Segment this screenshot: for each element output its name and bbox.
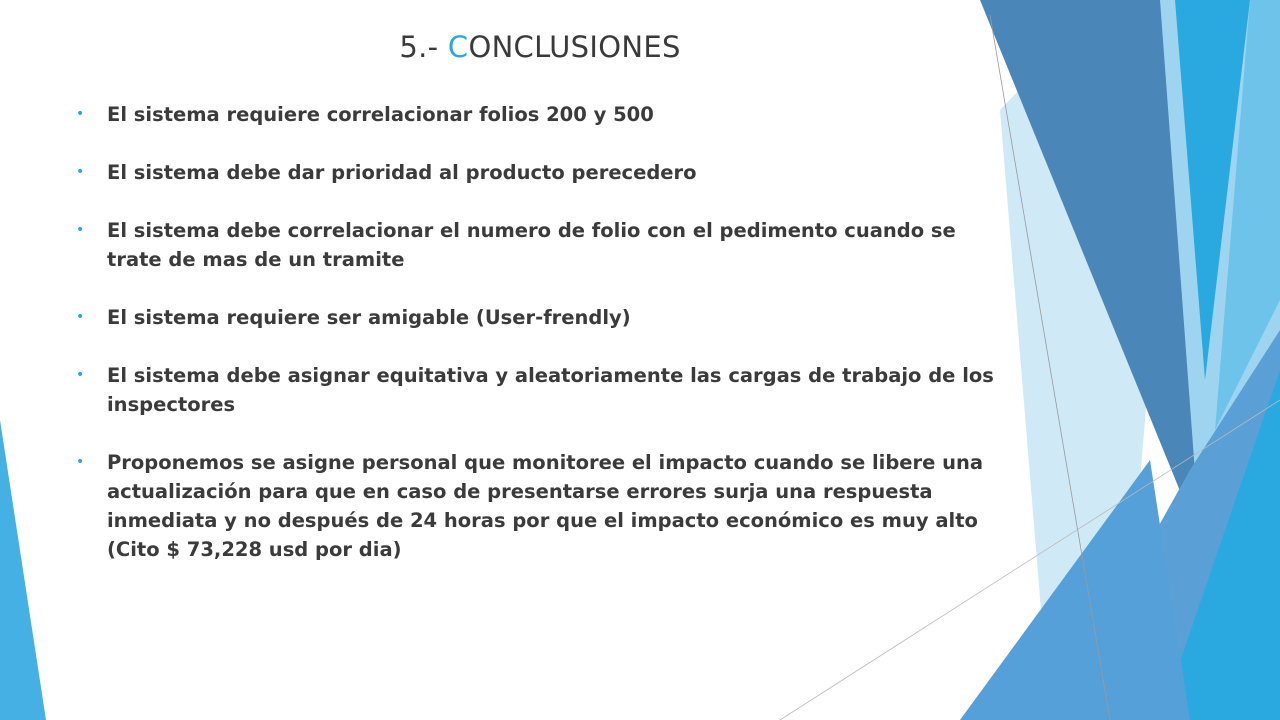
slide-title: [0, 30, 1080, 64]
bullet-icon: •: [76, 164, 85, 180]
conclusions-list: [76, 100, 1006, 564]
bullet-text: El sistema debe correlacionar el numero de folio con el pedimento cuando se trate de mas de un tramite: [107, 219, 956, 271]
bullet-text: El sistema debe asignar equitativa y aleatoriamente las cargas de trabajo de los inspectores: [107, 364, 994, 416]
bullet-text: Proponemos se asigne personal que monitoree el impacto cuando se libere una actualización para que en caso de presentarse errores surja una respuesta inmediata y no después de 24 horas por que el impacto económico es muy alto (Cito $ 73,228 usd por dia): [107, 451, 984, 561]
list-item: [76, 216, 1006, 274]
bullet-icon: •: [76, 367, 85, 383]
bullet-text: El sistema debe dar prioridad al producto perecedero: [107, 161, 697, 184]
list-item: [76, 303, 1006, 332]
bullet-text: El sistema requiere ser amigable (User-frendly): [107, 306, 631, 329]
bullet-icon: •: [76, 222, 85, 238]
list-item: [76, 361, 1006, 419]
list-item: [76, 100, 1006, 129]
slide-title-prefix: 5.-: [399, 30, 448, 64]
slide-title-initial: C: [447, 30, 469, 64]
bullet-text: El sistema requiere correlacionar folios 200 y 500: [107, 103, 654, 126]
slide-title-rest: ONCLUSIONES: [468, 30, 681, 64]
bullet-icon: •: [76, 309, 85, 325]
list-item: [76, 448, 1006, 564]
bullet-icon: •: [76, 106, 85, 122]
bullet-icon: •: [76, 454, 85, 470]
left-edge-shape: [0, 420, 46, 720]
list-item: [76, 158, 1006, 187]
